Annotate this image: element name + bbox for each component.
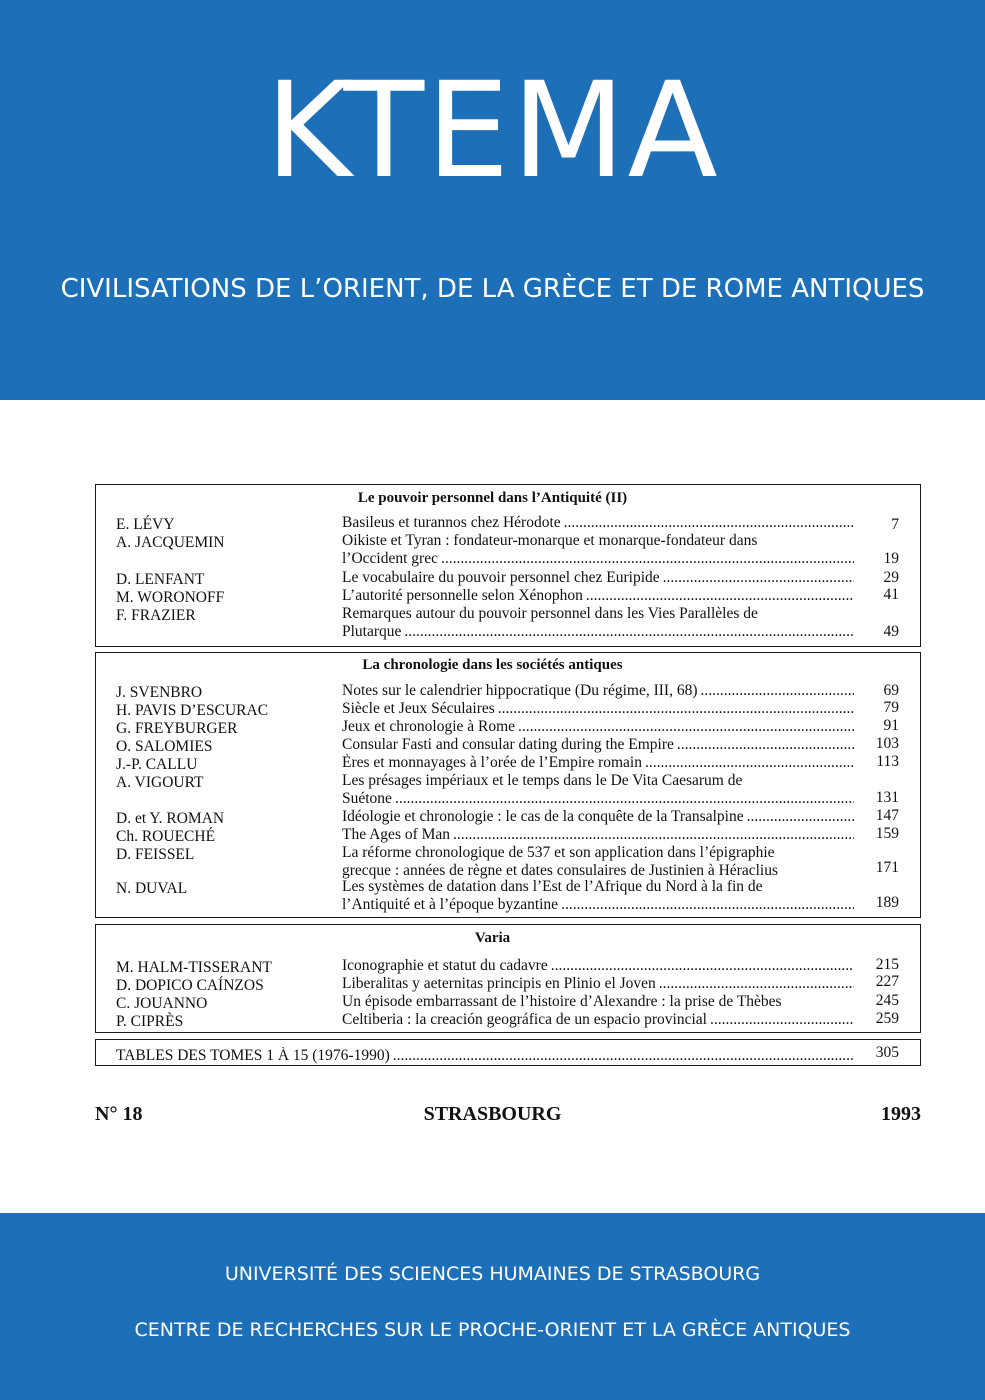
toc-author: A. JACQUEMIN — [116, 534, 225, 551]
toc-entry-title — [342, 532, 854, 568]
toc-entry-title — [342, 772, 854, 808]
toc-entry-line: L’autorité personnelle selon Xénophon — [342, 587, 583, 604]
toc-entry-line: Idéologie et chronologie : le cas de la conquête de la Transalpine — [342, 808, 744, 825]
toc-entry-title — [342, 514, 854, 532]
toc-page-number: 147 — [875, 807, 899, 824]
toc-author: J. SVENBRO — [116, 684, 203, 701]
toc-entry-title — [342, 878, 854, 914]
toc-page-number: 79 — [883, 699, 899, 716]
toc-entry-line: Iconographie et statut du cadavre — [342, 957, 548, 974]
toc-author: O. SALOMIES — [116, 738, 213, 755]
journal-title: KTEMA — [265, 54, 720, 208]
toc-author: P. CIPRÈS — [116, 1013, 184, 1030]
toc-page-number: 189 — [875, 894, 899, 911]
toc-page-number: 171 — [875, 859, 899, 876]
toc-entry-title — [342, 957, 854, 975]
toc-entry-line: Remarques autour du pouvoir personnel dans les Vies Parallèles de — [342, 605, 758, 622]
toc-author: H. PAVIS D’ESCURAC — [116, 702, 269, 719]
toc-entry-line: Consular Fasti and consular dating during the Empire — [342, 736, 674, 753]
toc-author: A. VIGOURT — [116, 774, 204, 791]
toc-page-number: 19 — [883, 550, 899, 567]
toc-page-number: 29 — [883, 569, 899, 586]
publication-year: 1993 — [881, 1103, 921, 1125]
toc-entry-line: Les systèmes de datation dans l’Est de l’Afrique du Nord à la fin de — [342, 878, 763, 895]
toc-entry-line: Celtiberia : la creación geográfica de un espacio provincial — [342, 1011, 707, 1028]
toc-entry-line: Ères et monnayages à l’orée de l’Empire romain — [342, 754, 642, 771]
cover-bottom-band — [0, 1213, 985, 1400]
toc-entry-line: Liberalitas y aeternitas principis en Plinio el Joven — [342, 975, 656, 992]
toc-entry-line: Jeux et chronologie à Rome — [342, 718, 516, 735]
research-centre-name: CENTRE DE RECHERCHES SUR LE PROCHE-ORIENT ET LA GRÈCE ANTIQUES — [134, 1319, 851, 1341]
university-name: UNIVERSITÉ DES SCIENCES HUMAINES DE STRASBOURG — [224, 1263, 761, 1285]
tables-row — [116, 1047, 854, 1065]
toc-author: Ch. ROUECHÉ — [116, 828, 216, 845]
toc-author: G. FREYBURGER — [116, 720, 238, 737]
toc-entry-title — [342, 975, 854, 993]
toc-page-number: 131 — [875, 789, 899, 806]
toc-page-number: 159 — [875, 825, 899, 842]
journal-subtitle: CIVILISATIONS DE L’ORIENT, DE LA GRÈCE ET DE ROME ANTIQUES — [60, 274, 925, 304]
toc-entry-line: l’Antiquité et à l’époque byzantine — [342, 896, 559, 913]
toc-entry-line: l’Occident grec — [342, 550, 438, 567]
toc-page-number: 215 — [875, 956, 899, 973]
toc-author: J.-P. CALLU — [116, 756, 198, 773]
toc-entry-line: La réforme chronologique de 537 et son application dans l’épigraphie — [342, 844, 775, 861]
toc-entry-line: grecque : années de règne et dates consulaires de Justinien à Héraclius — [342, 862, 778, 879]
toc-entry-title — [342, 736, 854, 754]
issue-number: N° 18 — [95, 1103, 143, 1125]
toc-page-number: 49 — [883, 623, 899, 640]
toc-author: D. LENFANT — [116, 571, 205, 588]
toc-entry-title — [342, 569, 854, 587]
toc-entry-title — [342, 587, 854, 605]
toc-author: N. DUVAL — [116, 880, 188, 897]
toc-entry-title — [342, 826, 854, 844]
toc-entry-line: Suétone — [342, 790, 392, 807]
toc-page-number: 259 — [875, 1010, 899, 1027]
toc-author: D. et Y. ROMAN — [116, 810, 225, 827]
toc-entry-title — [342, 808, 854, 826]
toc-entry-title — [342, 682, 854, 700]
toc-entry-line: Plutarque — [342, 623, 402, 640]
toc-author: F. FRAZIER — [116, 607, 196, 624]
toc-entry-title — [342, 844, 854, 880]
toc-page-number: 113 — [876, 753, 899, 770]
toc-entry-title — [342, 993, 854, 1011]
section-title-chronologie: La chronologie dans les sociétés antiques — [362, 657, 623, 673]
toc-entry-line: Les présages impériaux et le temps dans le De Vita Caesarum de — [342, 772, 743, 789]
toc-page-number: 91 — [883, 717, 899, 734]
toc-author: C. JOUANNO — [116, 995, 208, 1012]
toc-entry-line: Basileus et turannos chez Hérodote — [342, 514, 561, 531]
toc-author: M. WORONOFF — [116, 589, 225, 606]
toc-entry-line: The Ages of Man — [342, 826, 451, 843]
publication-city: STRASBOURG — [423, 1103, 562, 1125]
toc-author: E. LÉVY — [116, 516, 175, 533]
toc-entry-line: Le vocabulaire du pouvoir personnel chez Euripide — [342, 569, 660, 586]
section-title-pouvoir: Le pouvoir personnel dans l’Antiquité (II) — [357, 490, 628, 506]
toc-page-number: 245 — [875, 992, 899, 1009]
toc-page-number: 103 — [875, 735, 899, 752]
toc-page-number: 227 — [875, 973, 899, 990]
toc-author: M. HALM-TISSERANT — [116, 959, 272, 976]
toc-author: D. FEISSEL — [116, 846, 195, 863]
toc-page-number: 41 — [883, 586, 899, 603]
toc-entry-line: Oikiste et Tyran : fondateur-monarque et monarque-fondateur dans — [342, 532, 758, 549]
cover-top-band — [0, 0, 985, 400]
toc-entry-line: Notes sur le calendrier hippocratique (Du régime, III, 68) — [342, 682, 698, 699]
toc-entry-line: Siècle et Jeux Séculaires — [342, 700, 495, 717]
toc-entry-title — [342, 718, 854, 736]
tables-page-number: 305 — [875, 1044, 899, 1061]
toc-page-number: 7 — [891, 516, 899, 533]
toc-entry-title — [342, 700, 854, 718]
toc-page-number: 69 — [883, 682, 899, 699]
toc-author: D. DOPICO CAÍNZOS — [116, 977, 264, 994]
toc-entry-line: Un épisode embarrassant de l’histoire d’Alexandre : la prise de Thèbes — [342, 993, 782, 1010]
toc-entry-title — [342, 754, 854, 772]
toc-entry-title — [342, 605, 854, 641]
tables-label: TABLES DES TOMES 1 À 15 (1976-1990) — [116, 1047, 390, 1064]
toc-entry-title — [342, 1011, 854, 1029]
section-title-varia: Varia — [474, 930, 511, 946]
